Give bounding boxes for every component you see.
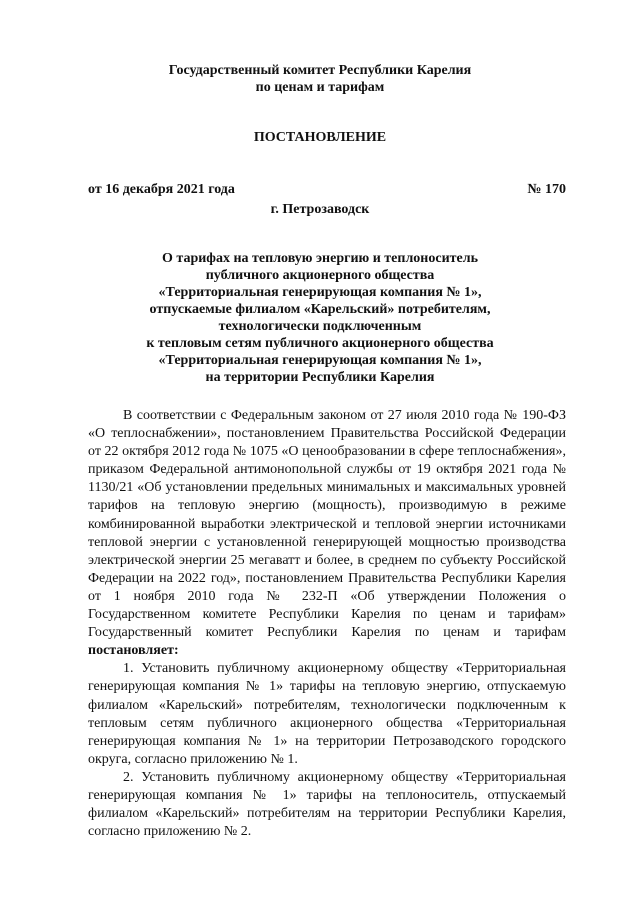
date-number-line [88,181,566,198]
clause-1: 1. Установить публичному акционерному обществу «Территориальная генерирующая компания № 1» тарифы на тепловую энергию, отпускаемую филиалом «Карельский» потребителям, технологически подключенным к тепловым сетям публичного акционерного общества «Территориальная генерирующая компания № 1» на территории Петрозаводского городского округа, согласно приложению № 1. [88,661,566,767]
title-line: О тарифах на тепловую энергию и теплоноситель [162,251,478,266]
document-date: от 16 декабря 2021 года [88,182,235,197]
issuer-header [0,62,640,96]
title-line: технологически подключенным [218,319,422,334]
document-number: № 170 [527,182,566,197]
title-line: «Территориальная генерирующая компания № 1», [158,353,482,368]
title-line: к тепловым сетям публичного акционерного общества [146,336,494,351]
title-line: на территории Республики Карелия [205,370,435,385]
document-type: ПОСТАНОВЛЕНИЕ [253,130,387,145]
title-line: «Территориальная генерирующая компания № 1», [158,285,482,300]
title-line: публичного акционерного общества [205,268,435,283]
document-body [88,407,566,841]
committee-name: Государственный комитет Республики Карелия [168,63,472,78]
preamble-paragraph [88,407,566,660]
committee-name-cont: по ценам и тарифам [255,80,385,95]
city: г. Петрозаводск [270,202,370,217]
document-title [0,250,640,386]
resolve-verb: постановляет: [88,643,179,659]
preamble-text: В соответствии с Федеральным законом от 27 июля 2010 года № 190-ФЗ «О теплоснабжении», постановлением Правительства Российской Федерации от 22 октября 2012 года № 1075 «О ценообразовании в сфере теплоснабжения», приказом Федеральной антимонопольной службы от 19 октября 2021 года № 1130/21 «Об установлении предельных минимальных и максимальных уровней тарифов на тепловую энергию (мощность), производимую в режиме комбинированной выработки электрической и тепловой энергии источниками тепловой энергии с установленной генерирующей мощностью производства электрической энергии 25 мегаватт и более, в среднем по субъекту Российской Федерации на 2022 год», постановлением Правительства Республики Карелия от 1 ноября 2010 года № 232-П «Об утверждении Положения о Государственном комитете Республики Карелия по ценам и тарифам» Государственный комитет Республики Карелия по ценам и тарифам [88,408,566,641]
clause-2: 2. Установить публичному акционерному обществу «Территориальная генерирующая компания № 1» тарифы на теплоноситель, отпускаемый филиалом «Карельский» потребителям на территории Республики Карелия, согласно приложению № 2. [88,769,566,840]
title-line: отпускаемые филиалом «Карельский» потребителям, [149,302,491,317]
